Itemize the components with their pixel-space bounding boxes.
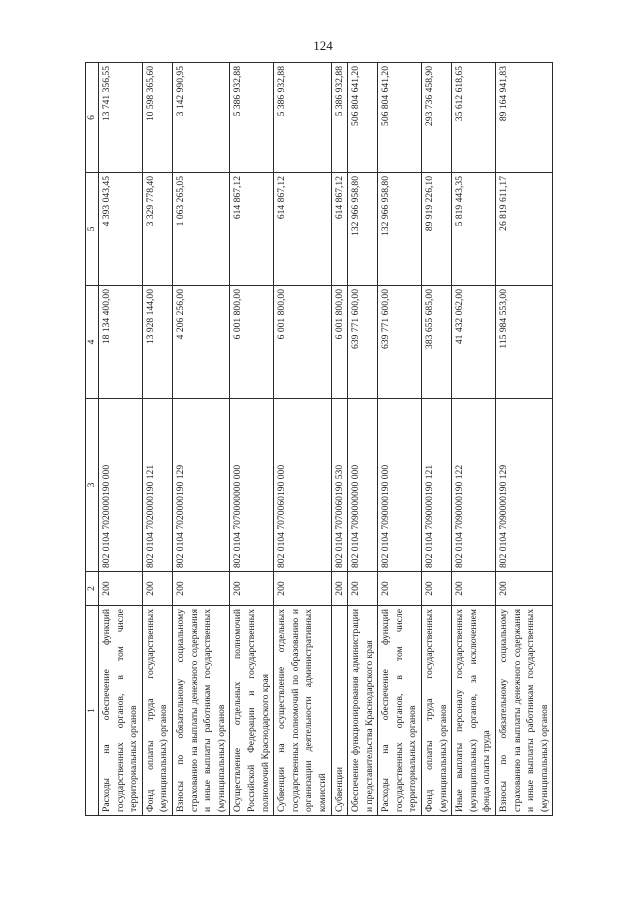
row-value-col5: 89 919 226,10 <box>422 173 452 286</box>
column-header: 6 <box>86 63 99 173</box>
header-row <box>86 63 99 816</box>
column-header: 1 <box>86 606 99 816</box>
row-classification: 802 0104 7090000000 000 <box>348 399 378 572</box>
row-value-col6: 10 598 365,60 <box>142 63 172 173</box>
table-row <box>99 63 143 816</box>
row-classification: 802 0104 7090000190 129 <box>496 399 553 572</box>
row-code: 200 <box>348 572 378 606</box>
row-classification: 802 0104 7020000190 129 <box>172 399 229 572</box>
table-row <box>496 63 553 816</box>
row-value-col4: 383 655 685,00 <box>422 286 452 399</box>
row-value-col5: 132 966 958,80 <box>378 173 422 286</box>
row-name: Взносы по обязательному социальному страхованию на выплаты денежного содержания и иные выплаты работникам государственных (муниципальных) органов <box>496 606 553 816</box>
row-name: Субвенции на осуществление отдельных государственных полномочий по образованию и организации деятельности административных комиссий <box>274 606 331 816</box>
row-value-col6: 3 142 990,95 <box>172 63 229 173</box>
row-name: Расходы на обеспечение функций государственных органов, в том числе территориальных органов <box>99 606 143 816</box>
row-value-col5: 614 867,12 <box>230 173 274 286</box>
row-value-col4: 13 928 144,00 <box>142 286 172 399</box>
table-row <box>331 63 348 816</box>
row-value-col5: 614 867,12 <box>331 173 348 286</box>
row-value-col4: 6 001 800,00 <box>274 286 331 399</box>
row-value-col5: 5 819 443,35 <box>452 173 496 286</box>
page-number: 124 <box>313 38 333 53</box>
row-value-col6: 293 736 458,90 <box>422 63 452 173</box>
row-value-col6: 5 386 932,88 <box>230 63 274 173</box>
row-name: Фонд оплаты труда государственных (муниципальных) органов <box>142 606 172 816</box>
row-value-col4: 18 134 400,00 <box>99 286 143 399</box>
table-row <box>348 63 378 816</box>
table-row <box>422 63 452 816</box>
row-name: Субвенции <box>331 606 348 816</box>
row-name: Иные выплаты персоналу государственных (муниципальных) органов, за исключением фонда оплаты труда <box>452 606 496 816</box>
row-classification: 802 0104 7020000190 000 <box>99 399 143 572</box>
column-header: 2 <box>86 572 99 606</box>
row-code: 200 <box>230 572 274 606</box>
budget-table <box>85 62 553 816</box>
row-code: 200 <box>172 572 229 606</box>
row-code: 200 <box>452 572 496 606</box>
row-value-col4: 4 206 256,00 <box>172 286 229 399</box>
row-classification: 802 0104 7070060190 000 <box>274 399 331 572</box>
row-code: 200 <box>378 572 422 606</box>
table-row <box>172 63 229 816</box>
row-name: Фонд оплаты труда государственных (муниципальных) органов <box>422 606 452 816</box>
row-value-col5: 132 966 958,80 <box>348 173 378 286</box>
table-row <box>142 63 172 816</box>
row-value-col5: 3 329 778,40 <box>142 173 172 286</box>
row-code: 200 <box>422 572 452 606</box>
row-value-col6: 506 804 641,20 <box>348 63 378 173</box>
row-value-col4: 115 984 553,00 <box>496 286 553 399</box>
row-value-col4: 6 001 800,00 <box>230 286 274 399</box>
row-value-col6: 89 164 941,83 <box>496 63 553 173</box>
row-value-col5: 26 819 611,17 <box>496 173 553 286</box>
row-name: Расходы на обеспечение функций государственных органов, в том числе территориальных органов <box>378 606 422 816</box>
table-row <box>274 63 331 816</box>
row-code: 200 <box>496 572 553 606</box>
row-name: Обеспечение функционирования администрации и представительства Краснодарского края <box>348 606 378 816</box>
row-value-col4: 639 771 600,00 <box>348 286 378 399</box>
row-code: 200 <box>142 572 172 606</box>
row-value-col6: 506 804 641,20 <box>378 63 422 173</box>
row-value-col4: 639 771 600,00 <box>378 286 422 399</box>
budget-table-rotated <box>85 63 550 816</box>
row-classification: 802 0104 7090000190 121 <box>422 399 452 572</box>
row-value-col6: 35 612 618,65 <box>452 63 496 173</box>
row-classification: 802 0104 7070000000 000 <box>230 399 274 572</box>
column-header: 4 <box>86 286 99 399</box>
row-value-col6: 5 386 932,88 <box>274 63 331 173</box>
row-classification: 802 0104 7020000190 121 <box>142 399 172 572</box>
column-header: 5 <box>86 173 99 286</box>
row-classification: 802 0104 7090000190 000 <box>378 399 422 572</box>
row-name: Взносы по обязательному социальному страхованию на выплаты денежного содержания и иные выплаты работникам государственных (муниципальных) органов <box>172 606 229 816</box>
row-value-col5: 614 867,12 <box>274 173 331 286</box>
table-row <box>230 63 274 816</box>
row-code: 200 <box>99 572 143 606</box>
row-value-col6: 13 741 356,55 <box>99 63 143 173</box>
row-classification: 802 0104 7070060190 530 <box>331 399 348 572</box>
row-value-col5: 1 063 265,05 <box>172 173 229 286</box>
column-header: 3 <box>86 399 99 572</box>
row-name: Осуществление отдельных полномочий Российской Федерации и государственных полномочий Краснодарского края <box>230 606 274 816</box>
row-code: 200 <box>331 572 348 606</box>
table-row <box>452 63 496 816</box>
row-value-col4: 41 432 062,00 <box>452 286 496 399</box>
row-code: 200 <box>274 572 331 606</box>
row-value-col5: 4 393 043,45 <box>99 173 143 286</box>
row-classification: 802 0104 7090000190 122 <box>452 399 496 572</box>
row-value-col4: 6 001 800,00 <box>331 286 348 399</box>
row-value-col6: 5 386 932,88 <box>331 63 348 173</box>
table-row <box>378 63 422 816</box>
